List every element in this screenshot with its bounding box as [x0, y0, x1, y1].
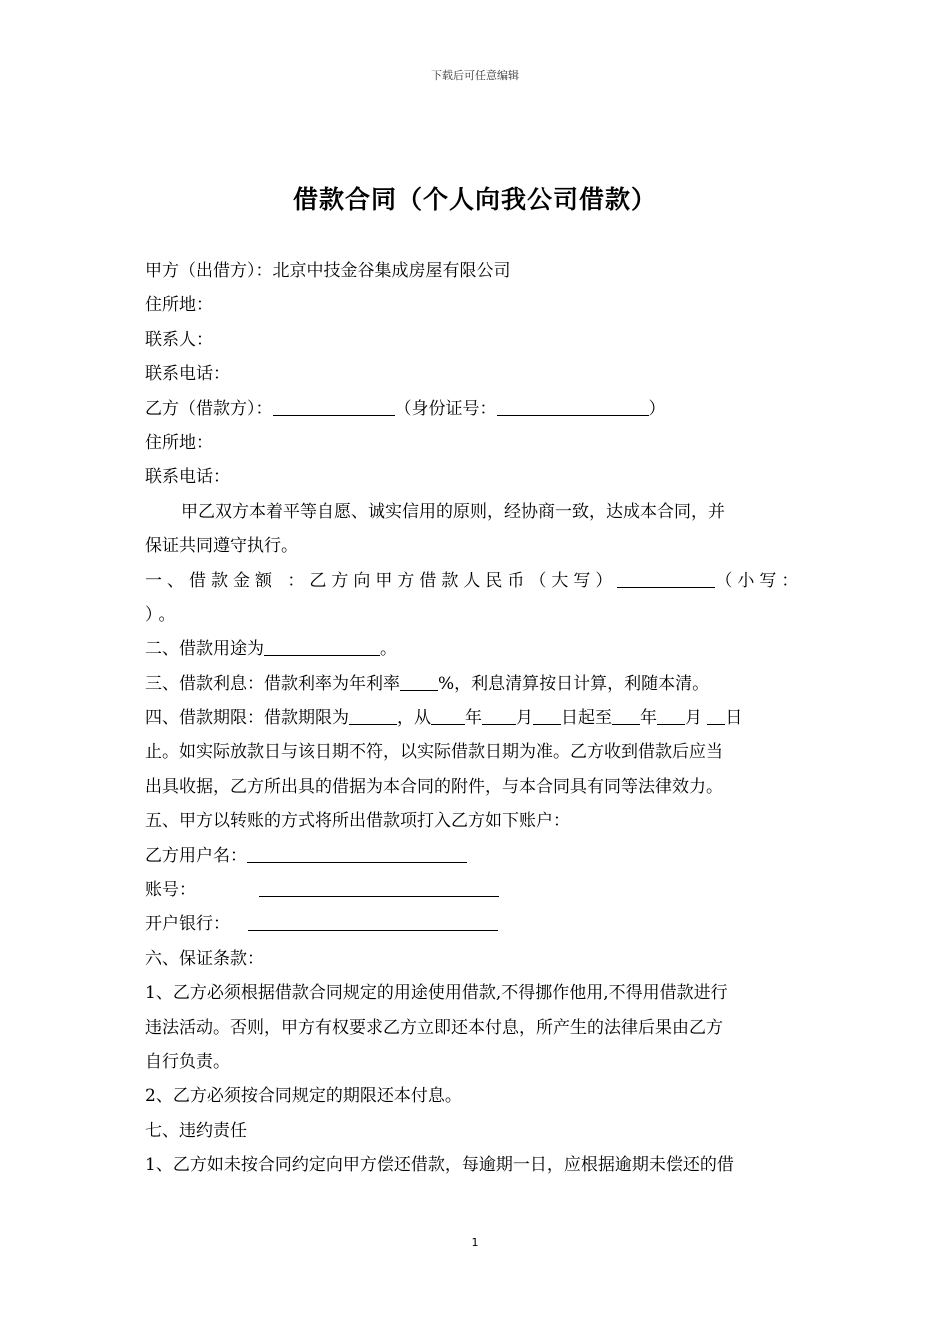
- party-b-id-blank: [497, 397, 649, 416]
- party-b-phone: 联系电话：: [145, 467, 230, 488]
- party-b-id-close: ）: [648, 398, 666, 419]
- clause7-item1-line1: 1、乙方如未按合同约定向甲方偿还借款，每逾期一日，应根据逾期未偿还的借: [145, 1155, 734, 1176]
- page-number: 1: [471, 1236, 479, 1249]
- contract-title: 借款合同（个人向我公司借款）: [292, 185, 657, 214]
- clause5-title: 五、甲方以转账的方式将所出借款项打入乙方如下账户：: [145, 811, 570, 832]
- clause4-line2: 止。如实际放款日与该日期不符，以实际借款日期为准。乙方收到借款后应当: [145, 742, 723, 763]
- party-a-line: 甲方（出借方）：北京中技金谷集成房屋有限公司: [145, 261, 511, 281]
- clause4-start-year-blank: [431, 706, 465, 725]
- clause2-end: 。: [380, 639, 397, 660]
- clause2-purpose-blank: [264, 637, 380, 656]
- party-b-id-open: （身份证号：: [394, 398, 497, 419]
- clause1-lower-label: （小写：: [715, 570, 804, 591]
- preamble-line2: 保证共同遵守执行。: [145, 536, 298, 557]
- clause3-rate-blank: [400, 672, 438, 691]
- clause4-start-month-blank: [482, 706, 516, 725]
- party-a-contact: 联系人：: [145, 329, 213, 350]
- clause4-year2: 年: [640, 708, 657, 729]
- clause3-rest: %，利息清算按日计算，利随本清。: [438, 673, 710, 694]
- clause6-title: 六、保证条款：: [145, 948, 264, 969]
- clause1-end: ）。: [145, 604, 181, 625]
- clause4-start-day-blank: [533, 706, 561, 725]
- clause6-item1-line1: 1、乙方必须根据借款合同规定的用途使用借款,不得挪作他用,不得用借款进行: [145, 983, 728, 1004]
- clause1-heading: 一、借款金额: [145, 570, 277, 591]
- party-b-label: 乙方（借款方）：: [145, 398, 273, 419]
- clause4-year1: 年: [465, 708, 482, 729]
- clause1-line: [145, 566, 810, 600]
- clause4-day2: 日: [725, 708, 743, 729]
- clause6-item1-line2: 违法活动。否则，甲方有权要求乙方立即还本付息，所产生的法律后果由乙方: [145, 1017, 723, 1038]
- clause5-bank: [145, 909, 810, 943]
- page-header: 下载后可任意编辑: [431, 69, 519, 82]
- clause4-term-blank: [349, 706, 397, 725]
- party-b-address: 住所地：: [145, 432, 213, 453]
- party-a-phone: 联系电话：: [145, 364, 230, 385]
- clause4-month1: 月: [516, 708, 533, 729]
- clause4-line3: 出具收据，乙方所出具的借据为本合同的附件，与本合同具有同等法律效力。: [145, 776, 723, 797]
- clause3-text: 三、借款利息：借款利率为年利率: [145, 673, 400, 694]
- clause2-line: [145, 634, 810, 668]
- account-no-label: 账号：: [145, 880, 196, 901]
- clause4-to: 日起至: [561, 708, 612, 729]
- bank-label: 开户银行：: [145, 914, 230, 935]
- contract-body: [145, 256, 810, 1185]
- account-name-blank: [247, 844, 467, 863]
- clause4-text: 四、借款期限：借款期限为: [145, 708, 349, 729]
- account-name-label: 乙方用户名：: [145, 845, 247, 866]
- clause3-line: [145, 669, 810, 703]
- clause5-account-no: [145, 875, 810, 909]
- clause1-text: ：乙方向甲方借款人民币（大写）: [287, 570, 618, 591]
- party-a-address: 住所地：: [145, 295, 213, 316]
- clause4-end-month-blank: [657, 706, 685, 725]
- clause2-text: 二、借款用途为: [145, 639, 264, 660]
- clause1-amount-upper-blank: [617, 569, 715, 588]
- clause7-title: 七、违约责任: [145, 1120, 247, 1141]
- clause4-month2: 月: [685, 708, 702, 729]
- clause5-account-name: [145, 841, 810, 875]
- bank-blank: [248, 912, 498, 931]
- clause4-end-year-blank: [612, 706, 640, 725]
- clause6-item1-line3: 自行负责。: [145, 1051, 230, 1072]
- clause4-line1: [145, 703, 810, 737]
- clause4-end-day-blank: [707, 706, 725, 725]
- account-no-blank: [259, 878, 499, 897]
- party-b-line: [145, 394, 810, 428]
- clause4-from: ，从: [397, 708, 431, 729]
- party-b-name-blank: [273, 397, 395, 416]
- clause6-item2: 2、乙方必须按合同规定的期限还本付息。: [145, 1086, 462, 1107]
- preamble-line1: 甲乙双方本着平等自愿、诚实信用的原则，经协商一致，达成本合同，并: [181, 501, 725, 522]
